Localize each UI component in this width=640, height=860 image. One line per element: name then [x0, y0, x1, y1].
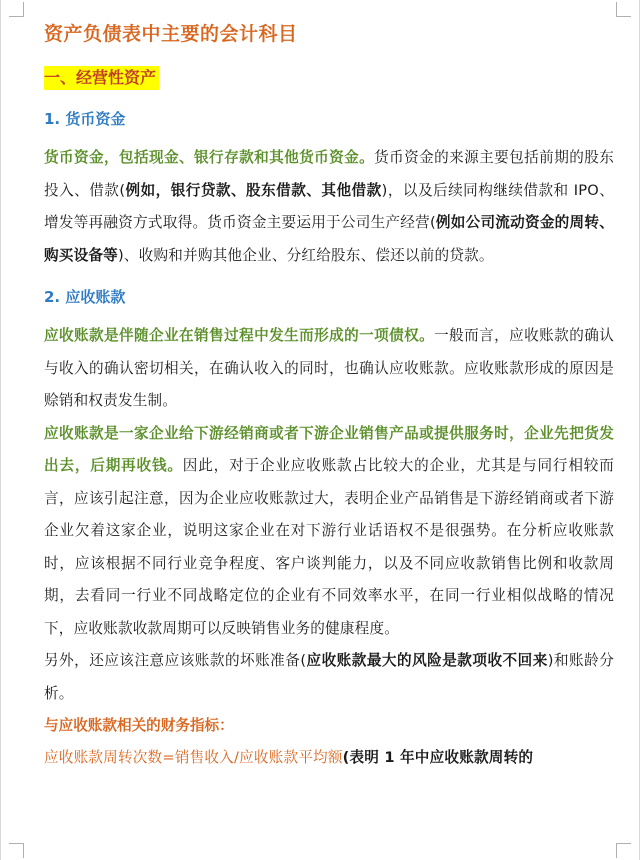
text-run: )、收购和并购其他企业、分红给股东、偿还以前的贷款。 [117, 246, 494, 264]
formula-turnover [44, 742, 614, 775]
subheading-accounts-receivable: 2. 应收账款 [44, 288, 126, 306]
indicators-heading: 与应收账款相关的财务指标： [44, 717, 234, 734]
page-corner-mark [9, 843, 24, 858]
text-run: )，以及后续同构继续借款和 IPO、增发等再融资方式取得。货币资金主要运用于公司生产经营( [44, 181, 614, 231]
paragraph-receivable-analysis [44, 418, 614, 646]
text-run: 另外，还应该注意应该账款的坏账准备( [44, 652, 307, 669]
text-run: 货币资金的来源主要包括前期的股东投入、借款( [44, 149, 615, 199]
text-run: 因此，对于企业应收账款占比较大的企业，尤其是与同行相较而言，应该引起注意，因为企业应收账款过大，表明企业产品销售是下游经销商或者下游企业欠着这家企业，说明这家企业在对下游行业话语权不是很强势。在分析应收账款时，应该根据不同行业竞争程度、客户谈判能力，以及不同应收款销售比例和收款周期，去看同一行业不同战略定位的企业有不同效率水平，在同一行业相似战略的情况下，应收账款收款周期可以反映销售业务的健康程度。 [44, 457, 614, 637]
text-run: 一般而言，应收账款的确认与收入的确认密切相关，在确认收入的同时，也确认应收账款。应收账款形成的原因是赊销和权责发生制。 [44, 327, 614, 409]
page-corner-mark [9, 2, 24, 17]
text-run: )和账龄分析。 [44, 652, 614, 702]
key-sentence: 应收账款是伴随企业在销售过程中发生而形成的一项债权。 [44, 327, 435, 344]
key-sentence: 货币资金，包括现金、银行存款和其他货币资金。 [44, 149, 375, 166]
subheading-monetary-funds: 1. 货币资金 [44, 110, 126, 128]
bold-run: 例如，银行贷款、股东借款、其他借款 [125, 181, 382, 199]
document-body [44, 22, 614, 775]
bold-run: 应收账款最大的风险是款项收不回来 [306, 652, 548, 669]
paragraph-receivable-definition [44, 320, 614, 418]
section-heading-operating-assets: 一、经营性资产 [44, 66, 159, 90]
paragraph-bad-debt [44, 645, 614, 710]
paragraph-monetary-funds [44, 142, 614, 272]
page-corner-mark [616, 2, 631, 17]
formula-text: 应收账款周转次数=销售收入/应收账款平均额 [44, 749, 343, 766]
bold-run: 例如公司流动资金的周转、购买设备等 [44, 214, 614, 264]
bold-run: (表明 1 年中应收账款周转的 [342, 749, 534, 766]
key-sentence: 应收账款是一家企业给下游经销商或者下游企业销售产品或提供服务时，企业先把货发出去，后期再收钱。 [44, 424, 614, 474]
document-title: 资产负债表中主要的会计科目 [44, 23, 298, 45]
page-corner-mark [616, 843, 631, 858]
